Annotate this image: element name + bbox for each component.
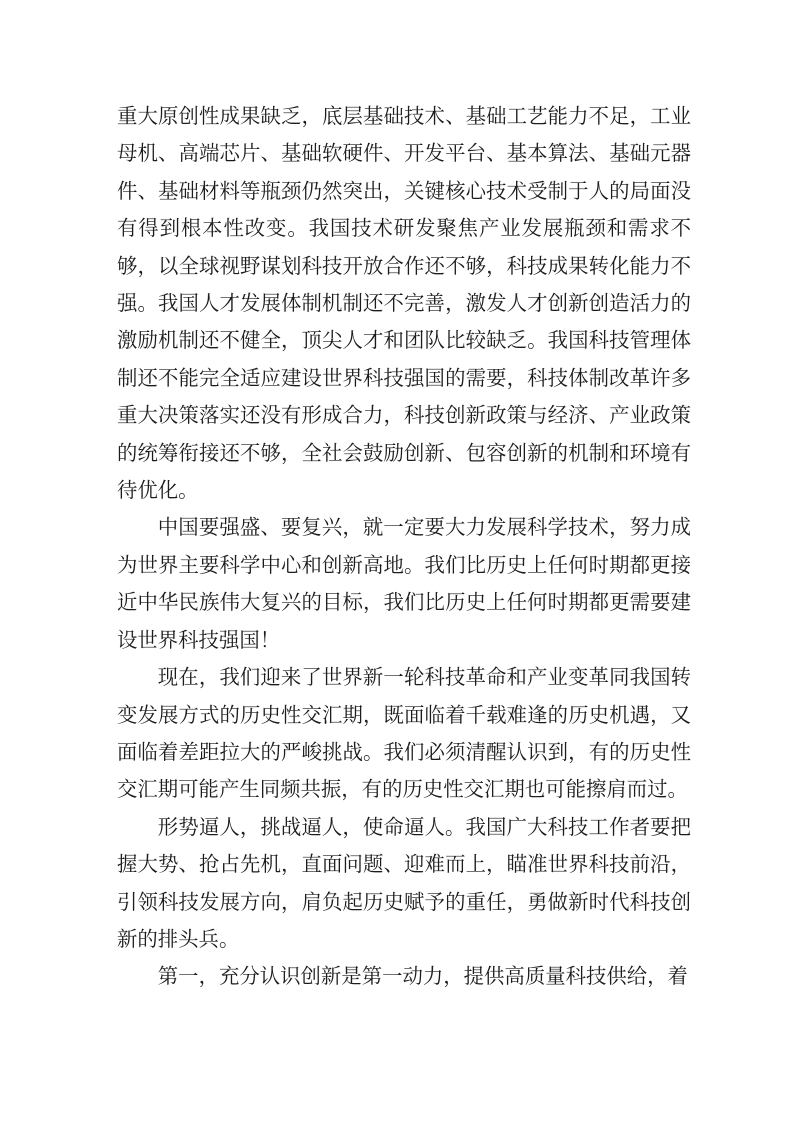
paragraph-4: 形势逼人，挑战逼人，使命逼人。我国广大科技工作者要把握大势、抢占先机，直面问题、迎难而上，瞄准世界科技前沿，引领科技发展方向，肩负起历史赋予的重任，勇做新时代科技创新的排头兵。 <box>117 814 691 951</box>
text-block <box>117 98 691 996</box>
paragraph-2: 中国要强盛、要复兴，就一定要大力发展科学技术，努力成为世界主要科学中心和创新高地。我们比历史上任何时期都更接近中华民族伟大复兴的目标，我们比历史上任何时期都更需要建设世界科技强国！ <box>117 515 691 652</box>
paragraph-3: 现在，我们迎来了世界新一轮科技革命和产业变革同我国转变发展方式的历史性交汇期，既面临着千载难逢的历史机遇，又面临着差距拉大的严峻挑战。我们必须清醒认识到，有的历史性交汇期可能产生同频共振，有的历史性交汇期也可能擦肩而过。 <box>117 665 691 802</box>
paragraph-5: 第一，充分认识创新是第一动力，提供高质量科技供给，着 <box>157 964 688 989</box>
paragraph-1: 重大原创性成果缺乏，底层基础技术、基础工艺能力不足，工业母机、高端芯片、基础软硬件、开发平台、基本算法、基础元器件、基础材料等瓶颈仍然突出，关键核心技术受制于人的局面没有得到根本性改变。我国技术研发聚焦产业发展瓶颈和需求不够，以全球视野谋划科技开放合作还不够，科技成果转化能力不强。我国人才发展体制机制还不完善，激发人才创新创造活力的激励机制还不健全，顶尖人才和团队比较缺乏。我国科技管理体制还不能完全适应建设世界科技强国的需要，科技体制改革许多重大决策落实还没有形成合力，科技创新政策与经济、产业政策的统筹衔接还不够，全社会鼓励创新、包容创新的机制和环境有待优化。 <box>117 104 691 503</box>
